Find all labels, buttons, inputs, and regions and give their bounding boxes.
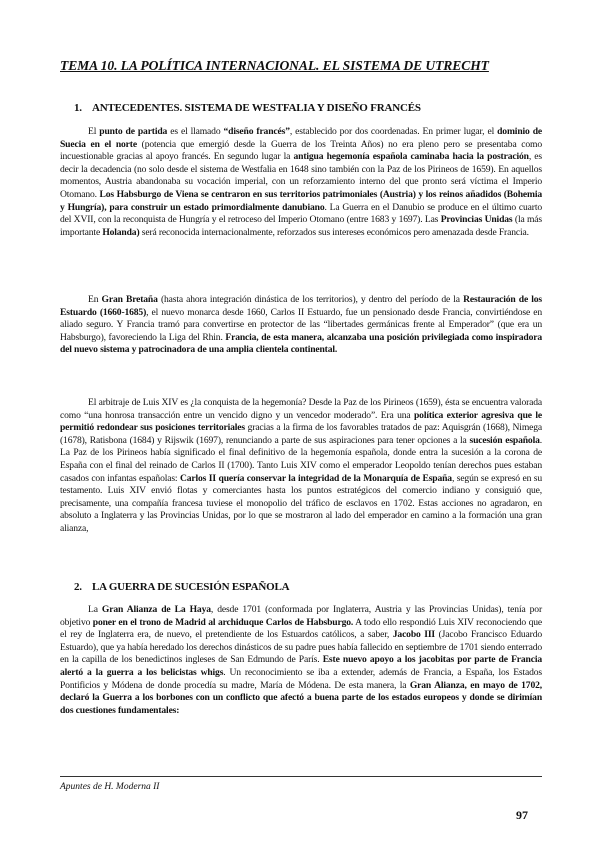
- paragraph: [60, 604, 542, 717]
- section-title: LA GUERRA DE SUCESIÓN ESPAÑOLA: [92, 581, 290, 593]
- text-run: (Jacobo Francisco Eduardo Estuardo), que ya había heredado los derechos dinásticos de su padre pues había fallecido en septiembre de 1701 siendo enterrado en la capilla de los benedictinos ingleses de San Edmundo de París.: [60, 629, 542, 666]
- section-heading-2: [74, 581, 554, 593]
- text-run: El arbitraje de Luis XIV es ¿la conquista de la hegemonía? Desde la Paz de los Pirineos (1659), ésta se encuentra valorada como “una honrosa transacción entre un vencido digno y un vencedor moderado”. Era una: [60, 397, 542, 421]
- bold-run: Los Habsburgo de Viena se centraron en sus territorios patrimoniales (Austria) y los reinos añadidos (Bohemia y Hungría), para construir un estado primordialmente danubiano: [60, 188, 542, 213]
- bold-run: Carlos II quería conservar la integridad de la Monarquía de España: [179, 472, 452, 484]
- footer-text: Apuntes de H. Moderna II: [60, 782, 160, 792]
- text-run: En: [88, 294, 102, 305]
- section-number: 1.: [74, 102, 82, 114]
- bold-run: política exterior agresiva que le permitió redondear sus posiciones territoriales: [60, 409, 542, 434]
- bold-run: Francia, de esta manera, alcanzaba una posición privilegiada como inspiradora del nuevo sistema y patrocinadora de una amplia clientela continental.: [60, 331, 542, 356]
- text-run: . La Guerra en el Danubio se produce en el último cuarto del XVII, con la reconquista de Hungría y el retroceso del Imperio Otomano (entre 1683 y 1697). Las: [60, 201, 542, 226]
- paragraph: [60, 294, 542, 357]
- text-run: , es decir la decadencia (no solo desde el sistema de Westfalia en 1648 sino también con la Paz de los Pirineos de 1659). En aquellos momentos, Austria abandonaba su vocación imperial, con un reforzamiento interno del que pronto será víctima el Imperio Otomano.: [60, 151, 542, 200]
- page-title: TEMA 10. LA POLÍTICA INTERNACIONAL. EL SISTEMA DE UTRECHT: [60, 58, 489, 73]
- text-run: es el llamado: [167, 126, 224, 137]
- bold-run: Gran Alianza de La Haya: [101, 604, 211, 615]
- text-run: , según se expresó en su testamento. Luis XIV envió flotas y comerciantes hasta los puntos estratégicos del comercio indiano y consiguió que, precisamente, una compañía francesa tuviese el monopolio del tráfico de esclavos en 1702. Estas acciones no agradaron, en absoluto a Inglaterra y las Provincias Unidas, por lo que se mostraron al lado del emperador en camino a la formación una gran alianza,: [60, 472, 542, 534]
- text-run: . Un reconocimiento se iba a extender, además de Francia, a España, los Estados Pontificios y Módena de donde procedía su madre, María de Módena. De esta manera, la: [60, 666, 542, 691]
- bold-run: antigua hegemonía española caminaba hacia la postración: [293, 151, 529, 163]
- text-run: , el nuevo monarca desde 1660, Carlos II Estuardo, fue un pensionado desde Francia, convirtiéndose en aliado seguro. Y Francia tramó para convertirse en protector de las “libertades germánicas frente al Emperador” (que era un Habsburgo), favoreciendo la Liga del Rhin.: [60, 306, 542, 343]
- text-run: será reconocida internacionalmente, reforzados sus intereses económicos pero amenazada desde Francia.: [139, 226, 529, 238]
- section-heading-1: [74, 102, 554, 114]
- text-run: (la más importante: [60, 214, 543, 238]
- bold-run: “diseño francés”: [223, 126, 290, 137]
- text-run: A todo ello respondió Luis XIV reconociendo que el rey de Inglaterra era, de nuevo, el pretendiente de los Estuardos católicos, a saber,: [60, 616, 542, 641]
- text-run: , establecido por dos coordenadas. En primer lugar, el: [289, 126, 498, 137]
- bold-run: poner en el trono de Madrid al archiduque Carlos de Habsburgo.: [92, 616, 354, 628]
- page-number: 97: [516, 808, 528, 822]
- footer-divider: [60, 776, 542, 777]
- text-run: La: [88, 604, 102, 615]
- bold-run: Provincias Unidas: [440, 214, 513, 226]
- text-run: . La Paz de los Pirineos había significado el final definitivo de la hegemonía española, donde entra la sucesión a la corona de España con el final del reinado de Carlos II (1700). Tanto Luis XIV como el emperador Leopoldo tenían derechos pues estaban casados con infantas españolas:: [60, 434, 542, 484]
- text-run: El: [88, 126, 100, 137]
- section-title: ANTECEDENTES. SISTEMA DE WESTFALIA Y DISEÑO FRANCÉS: [92, 102, 421, 114]
- bold-run: Gran Bretaña: [101, 294, 158, 305]
- bold-run: Gran Alianza, en mayo de 1702, declaró la Guerra a los borbones con un conflicto que afectó a buena parte de los estados europeos y donde se dirimían dos cuestiones fundamentales:: [60, 679, 542, 716]
- paragraph: [60, 126, 542, 239]
- bold-run: dominio de Suecia en el norte: [60, 126, 542, 150]
- paragraph: [60, 397, 542, 536]
- bold-run: sucesión española: [469, 434, 540, 446]
- bold-run: Restauración de los Estuardo (1660-1685): [60, 294, 542, 318]
- bold-run: Holanda): [102, 226, 140, 238]
- text-run: , desde 1701 (conformada por Inglaterra, Austria y las Provincias Unidas), tenía por objetivo: [60, 604, 542, 628]
- bold-run: punto de partida: [99, 126, 168, 137]
- bold-run: Este nuevo apoyo a los jacobitas por parte de Francia alertó a la guerra a los belicistas whigs: [60, 654, 542, 678]
- text-run: gracias a la firma de los favorables tratados de paz: Aquisgrán (1668), Nimega (1678), Ratisbona (1684) y Rijswik (1697), renunciando a parte de sus aspiraciones para tener opciones a la: [60, 422, 543, 446]
- text-run: (hasta ahora integración dinástica de los territorios), y dentro del período de la: [157, 294, 464, 305]
- text-run: (potencia que emergió desde la Guerra de los Treinta Años) no era pleno pero se presentaba como incuestionable gracias al apoyo francés. En segundo lugar la: [60, 138, 542, 163]
- section-number: 2.: [74, 581, 82, 593]
- bold-run: Jacobo III: [392, 629, 436, 641]
